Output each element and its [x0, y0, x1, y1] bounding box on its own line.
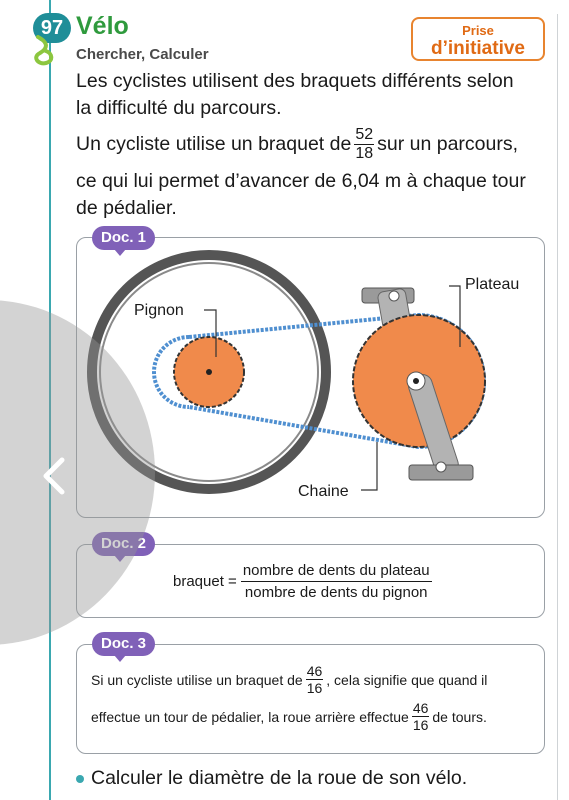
- intro-line-4: ce qui lui permet d’avancer de 6,04 m à chaque tour: [76, 170, 526, 192]
- formula-numerator: nombre de dents du plateau: [241, 562, 432, 582]
- label-chaine: Chaine: [298, 483, 349, 500]
- chevron-left-icon[interactable]: [40, 456, 70, 496]
- doc3-fraction-1: [306, 664, 324, 695]
- doc2-tag: Doc. 2: [92, 532, 155, 556]
- fraction-numerator: 52: [355, 125, 374, 143]
- doc1-tag: Doc. 1: [92, 226, 155, 250]
- formula-fraction: [241, 562, 432, 601]
- intro-line-2: la difficulté du parcours.: [76, 97, 282, 119]
- green-ribbon-icon: [34, 35, 56, 67]
- doc3-fraction-1-num: 46: [306, 663, 323, 679]
- bullet-icon: [76, 775, 84, 783]
- exercise-number-badge: [33, 13, 71, 43]
- formula-denominator: nombre de dents du pignon: [244, 584, 428, 601]
- badge-line1: Prise: [462, 23, 494, 38]
- doc3-fraction-1-den: 16: [306, 680, 323, 696]
- label-pignon: Pignon: [134, 302, 184, 319]
- formula-lhs: braquet =: [173, 573, 237, 590]
- fraction-denominator: 18: [355, 144, 374, 162]
- doc3-fraction-2-den: 16: [412, 717, 429, 733]
- label-plateau: Plateau: [465, 276, 520, 293]
- doc3-line-1: [91, 664, 487, 695]
- question: [76, 767, 467, 790]
- braquet-fraction: [354, 127, 374, 162]
- intro-line-3-start: Un cycliste utilise un braquet de: [76, 133, 352, 155]
- doc3-fraction-2-num: 46: [412, 700, 429, 716]
- prise-initiative-badge: [411, 17, 545, 61]
- intro-line-3-end: sur un parcours,: [377, 133, 519, 155]
- braquet-formula: [173, 562, 432, 601]
- doc3-line-2-end: de tours.: [432, 708, 487, 725]
- doc3-line-2-start: effectue un tour de pédalier, la roue arrière effectue: [91, 708, 409, 725]
- exercise-number: 97: [33, 13, 71, 43]
- doc3-line-1-end: , cela signifie que quand il: [326, 671, 488, 688]
- doc3-line-2: [91, 701, 487, 732]
- column-rule: [557, 14, 558, 800]
- intro-line-1: Les cyclistes utilisent des braquets différents selon: [76, 70, 514, 92]
- doc3-line-1-start: Si un cycliste utilise un braquet de: [91, 671, 303, 688]
- intro-line-5: de pédalier.: [76, 197, 177, 219]
- doc3-fraction-2: [412, 701, 430, 732]
- doc3-box: [76, 644, 545, 754]
- question-text: Calculer le diamètre de la roue de son vélo.: [91, 767, 468, 789]
- badge-line2: d’initiative: [431, 38, 525, 59]
- doc3-tag: Doc. 3: [92, 632, 155, 656]
- exercise-title: Vélo: [76, 12, 129, 40]
- intro-line-3: [76, 123, 518, 165]
- exercise-skills: Chercher, Calculer: [76, 46, 209, 63]
